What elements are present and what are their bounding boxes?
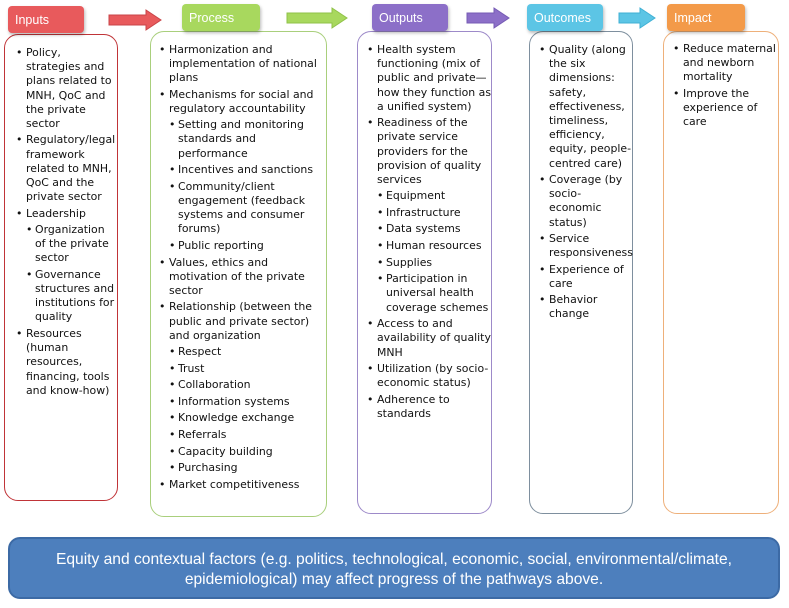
sub-list-item: • Participation in universal health coverage schemes xyxy=(377,272,491,315)
sub-list-item: • Organization of the private sector xyxy=(26,223,117,266)
list-item-text: Mechanisms for social and regulatory accountability xyxy=(169,87,314,115)
sub-list-item: • Referrals xyxy=(169,428,325,442)
list-item-text: Access to and availability of quality MNH xyxy=(377,317,491,359)
banner-line-1: Equity and contextual factors (e.g. politics, technological, economic, social, environmental/climate, xyxy=(55,551,733,568)
sub-list-item: • Purchasing xyxy=(169,461,325,475)
list-item-text: Adherence to standards xyxy=(377,392,450,420)
list-item xyxy=(539,263,633,291)
list-item-text: Behavior change xyxy=(549,293,598,321)
banner-line-2: epidemiological) may affect progress of the pathways above. xyxy=(184,571,604,588)
list-item xyxy=(159,478,325,492)
list-item-text: Quality (along the six dimensions: safety, effectiveness, timeliness, efficiency, equity, people-centred care) xyxy=(549,43,632,170)
sub-list-item: • Trust xyxy=(169,362,325,376)
list-item xyxy=(159,88,325,253)
list-item xyxy=(16,327,117,398)
inputs-tab: Inputs xyxy=(8,6,84,33)
list-item xyxy=(159,300,325,475)
list-item-text: Values, ethics and motivation of the private sector xyxy=(169,255,305,297)
sub-list-item: • Data systems xyxy=(377,222,491,236)
process-list xyxy=(159,43,325,494)
sub-list-item: • Infrastructure xyxy=(377,206,491,220)
list-item xyxy=(539,43,633,171)
impact-list xyxy=(673,42,777,132)
arrow-right-icon xyxy=(618,7,656,29)
list-item-text: Health system functioning (mix of public and private—how they function as a unified system) xyxy=(377,43,492,113)
list-item-text: Readiness of the private service providers for the provision of quality services xyxy=(377,116,482,187)
list-item xyxy=(539,232,633,260)
sub-list-item: • Knowledge exchange xyxy=(169,411,325,425)
list-item-text: Regulatory/legal framework related to MNH, QoC and the private sector xyxy=(26,133,116,204)
arrow-right-icon xyxy=(466,7,510,29)
outputs-list xyxy=(367,43,491,423)
list-item-text: Market competitiveness xyxy=(169,477,300,491)
list-item-text: Coverage (by socio-economic status) xyxy=(549,173,623,229)
list-item-text: Reduce maternal and newborn mortality xyxy=(683,42,776,84)
sub-list xyxy=(169,345,325,475)
list-item xyxy=(16,46,117,131)
sub-list-item: • Community/client engagement (feedback systems and consumer forums) xyxy=(169,180,325,237)
sub-list-item: • Respect xyxy=(169,345,325,359)
list-item-text: Improve the experience of care xyxy=(683,86,758,129)
sub-list-item: • Incentives and sanctions xyxy=(169,163,325,177)
sub-list-item: • Human resources xyxy=(377,239,491,253)
list-item xyxy=(367,116,491,315)
sub-list-item: • Setting and monitoring standards and performance xyxy=(169,118,325,161)
list-item xyxy=(673,42,777,85)
inputs-list xyxy=(16,46,117,400)
outcomes-tab: Outcomes xyxy=(527,4,603,31)
arrow-right-icon xyxy=(286,7,348,29)
sub-list-item: • Collaboration xyxy=(169,378,325,392)
list-item-text: Service responsiveness xyxy=(549,232,633,260)
list-item xyxy=(367,362,491,390)
list-item xyxy=(367,317,491,360)
list-item xyxy=(367,43,491,114)
sub-list xyxy=(169,118,325,253)
sub-list-item: • Equipment xyxy=(377,189,491,203)
sub-list-item: • Public reporting xyxy=(169,239,325,253)
list-item xyxy=(539,293,633,321)
list-item-text: Utilization (by socio-economic status) xyxy=(377,361,489,390)
inputs-column xyxy=(4,34,118,501)
sub-list-item: • Information systems xyxy=(169,395,325,409)
sub-list-item: • Capacity building xyxy=(169,445,325,459)
outcomes-list xyxy=(539,43,633,324)
equity-context-banner xyxy=(8,537,780,599)
arrow-right-icon xyxy=(108,9,162,31)
impact-column xyxy=(663,31,779,514)
impact-tab: Impact xyxy=(667,4,745,31)
outputs-column xyxy=(357,31,492,514)
list-item xyxy=(159,43,325,86)
list-item-text: Resources (human resources, financing, tools and know-how) xyxy=(26,327,110,397)
sub-list-item: • Supplies xyxy=(377,256,491,270)
process-column xyxy=(150,31,327,517)
outputs-tab: Outputs xyxy=(372,4,448,31)
list-item xyxy=(367,393,491,421)
sub-list xyxy=(26,223,117,325)
list-item xyxy=(673,87,777,130)
list-item-text: Leadership xyxy=(26,206,86,220)
list-item xyxy=(16,207,117,325)
list-item-text: Relationship (between the public and private sector) and organization xyxy=(169,300,312,342)
list-item-text: Harmonization and implementation of national plans xyxy=(169,43,317,85)
list-item-text: Policy, strategies and plans related to MNH, QoC and the private sector xyxy=(26,46,112,131)
process-tab: Process xyxy=(182,4,260,31)
sub-list xyxy=(377,189,491,315)
outcomes-column xyxy=(529,31,633,514)
list-item-text: Experience of care xyxy=(549,262,624,290)
list-item xyxy=(16,133,117,204)
list-item xyxy=(539,173,633,230)
list-item xyxy=(159,256,325,299)
sub-list-item: • Governance structures and institutions for quality xyxy=(26,268,117,325)
